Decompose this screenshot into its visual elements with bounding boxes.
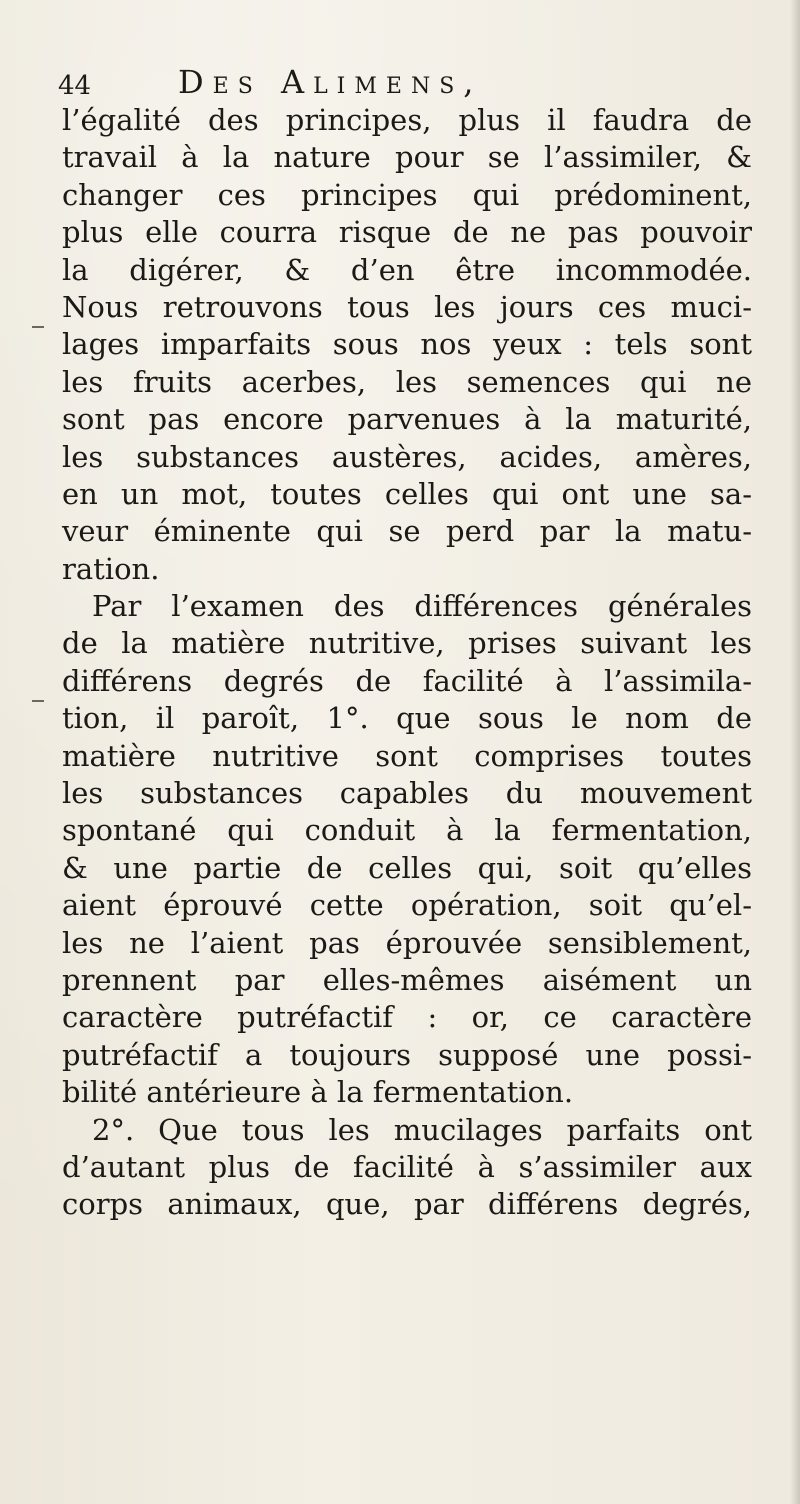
text-line: putréfactif a toujours supposé une possi- bbox=[62, 1037, 752, 1072]
text-line: bilité antérieure à la fermentation. bbox=[62, 1075, 574, 1110]
text-line: les ne l’aient pas éprouvée sensiblement, bbox=[62, 925, 752, 960]
text-line: d’autant plus de facilité à s’assimiler aux bbox=[62, 1149, 752, 1184]
text-line: les fruits acerbes, les semences qui ne bbox=[62, 364, 752, 399]
margin-mark bbox=[32, 700, 44, 702]
body-text bbox=[62, 102, 752, 1224]
text-line: la digérer, & d’en être incommodée. bbox=[62, 252, 752, 287]
page-edge-shadow bbox=[790, 0, 800, 1504]
margin-mark bbox=[32, 326, 44, 328]
text-line: différens degrés de facilité à l’assimila- bbox=[62, 663, 752, 698]
text-line: spontané qui conduit à la fermentation, bbox=[62, 813, 752, 848]
text-line: & une partie de celles qui, soit qu’elles bbox=[62, 850, 752, 885]
text-line: sont pas encore parvenues à la maturité, bbox=[62, 402, 752, 437]
text-line: plus elle courra risque de ne pas pouvoir bbox=[62, 215, 752, 250]
text-line: lages imparfaits sous nos yeux : tels sont bbox=[62, 327, 752, 362]
text-line: aient éprouvé cette opération, soit qu’el- bbox=[62, 888, 752, 923]
text-line: les substances capables du mouvement bbox=[62, 776, 752, 811]
text-line: changer ces principes qui prédominent, bbox=[62, 177, 752, 212]
page-number: 44 bbox=[58, 71, 92, 101]
text-line: tion, il paroît, 1°. que sous le nom de bbox=[62, 701, 752, 736]
text-line: travail à la nature pour se l’assimiler, & bbox=[62, 140, 752, 175]
text-line: les substances austères, acides, amères, bbox=[62, 439, 752, 474]
page-header bbox=[58, 62, 758, 102]
running-title: Des Alimens, bbox=[178, 63, 483, 101]
text-line: Nous retrouvons tous les jours ces muci- bbox=[62, 289, 752, 324]
text-line: caractère putréfactif : or, ce caractère bbox=[62, 1000, 752, 1035]
text-line: veur éminente qui se perd par la matu- bbox=[62, 514, 752, 549]
text-line: Par l’examen des différences générales bbox=[92, 589, 752, 624]
text-line: de la matière nutritive, prises suivant les bbox=[62, 626, 752, 661]
text-line: ration. bbox=[62, 551, 160, 586]
text-line: matière nutritive sont comprises toutes bbox=[62, 738, 752, 773]
text-line: prennent par elles-mêmes aisément un bbox=[62, 962, 752, 997]
text-line: en un mot, toutes celles qui ont une sa- bbox=[62, 476, 752, 511]
text-line: l’égalité des principes, plus il faudra de bbox=[62, 103, 752, 137]
text-line: 2°. Que tous les mucilages parfaits ont bbox=[92, 1112, 752, 1147]
text-line: corps animaux, que, par différens degrés, bbox=[62, 1187, 752, 1222]
